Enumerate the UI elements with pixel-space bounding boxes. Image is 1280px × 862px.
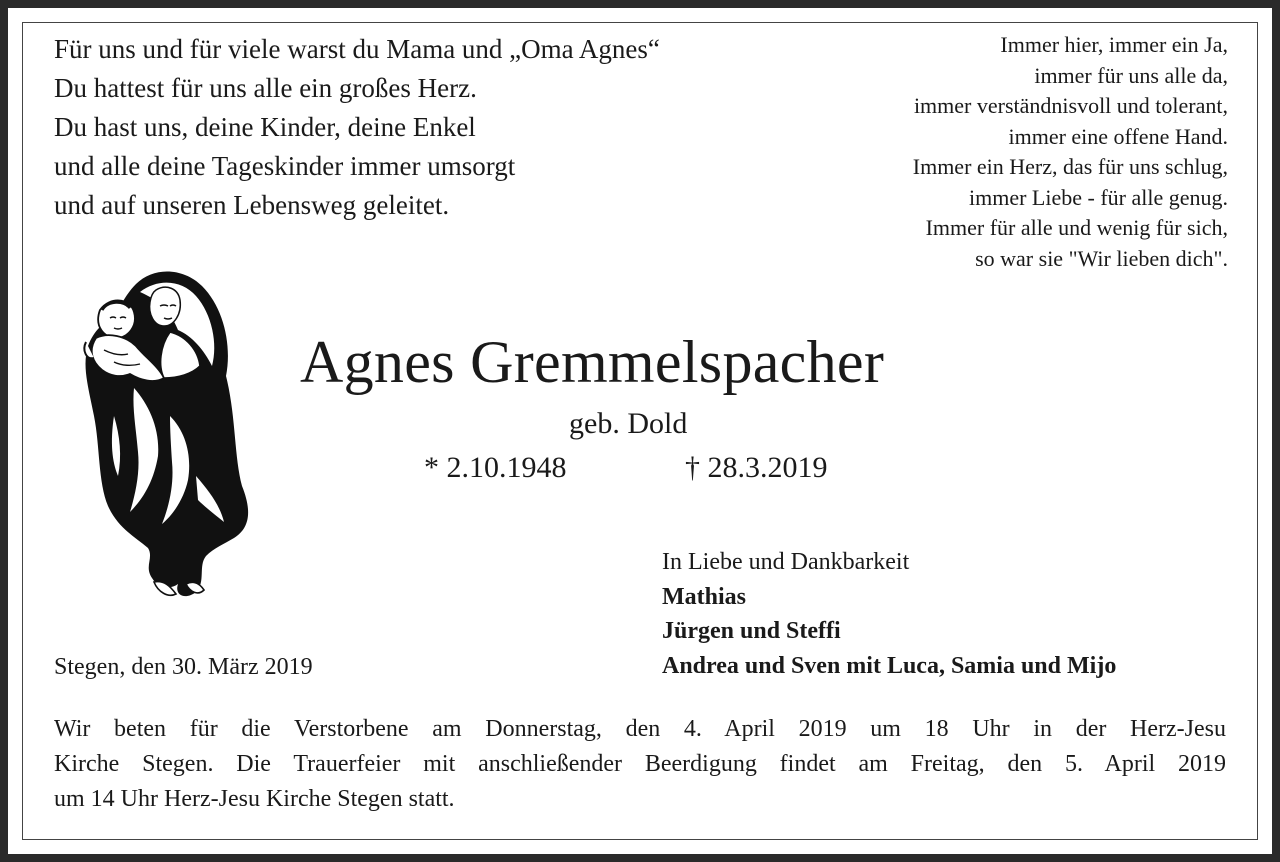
- poem-right-line: so war sie "Wir lieben dich".: [975, 245, 1228, 271]
- poem-left-line: und auf unseren Lebensweg geleitet.: [54, 190, 450, 220]
- poem-left-line: und alle deine Tageskinder immer umsorgt: [54, 151, 516, 181]
- poem-right-line: immer eine offene Hand.: [1008, 123, 1228, 149]
- mourner-name: Andrea und Sven mit Luca, Samia und Mijo: [662, 652, 1117, 679]
- poem-right-line: immer für uns alle da,: [1034, 62, 1228, 88]
- death-date: † 28.3.2019: [685, 451, 828, 484]
- poem-left-line: Du hattest für uns alle ein großes Herz.: [54, 73, 477, 103]
- mourner-name: Jürgen und Steffi: [662, 618, 841, 644]
- poem-right-line: Immer für alle und wenig für sich,: [925, 215, 1228, 240]
- mourners-intro: In Liebe und Dankbarkeit: [662, 549, 910, 575]
- service-notice: [54, 712, 1226, 817]
- poem-left-line: Für uns und für viele warst du Mama und „Oma Agnes“: [54, 34, 660, 64]
- birth-date: * 2.10.1948: [424, 451, 567, 484]
- poem-left: [54, 30, 660, 225]
- mourners-block: [662, 545, 1116, 683]
- madonna-and-child-icon: [74, 266, 254, 614]
- notice-line: Wir beten für die Verstorbene am Donnerstag, den 4. April 2019 um 18 Uhr in der Herz-Jesu: [54, 716, 1226, 742]
- notice-line: Kirche Stegen. Die Trauerfeier mit anschließender Beerdigung findet am Freitag, den 5. April 2019: [54, 751, 1226, 777]
- poem-right-line: immer Liebe - für alle genug.: [968, 184, 1228, 210]
- poem-right: [913, 30, 1228, 274]
- notice-line: um 14 Uhr Herz-Jesu Kirche Stegen statt.: [54, 786, 455, 812]
- poem-right-line: Immer hier, immer ein Ja,: [1000, 32, 1228, 57]
- maiden-name: geb. Dold: [569, 407, 688, 440]
- poem-left-line: Du hast uns, deine Kinder, deine Enkel: [54, 112, 476, 142]
- place-and-date: Stegen, den 30. März 2019: [54, 654, 313, 680]
- poem-right-line: Immer ein Herz, das für uns schlug,: [912, 154, 1228, 179]
- poem-right-line: immer verständnisvoll und tolerant,: [913, 93, 1228, 118]
- deceased-name: Agnes Gremmelspacher: [300, 329, 885, 395]
- mourner-name: Mathias: [662, 583, 746, 610]
